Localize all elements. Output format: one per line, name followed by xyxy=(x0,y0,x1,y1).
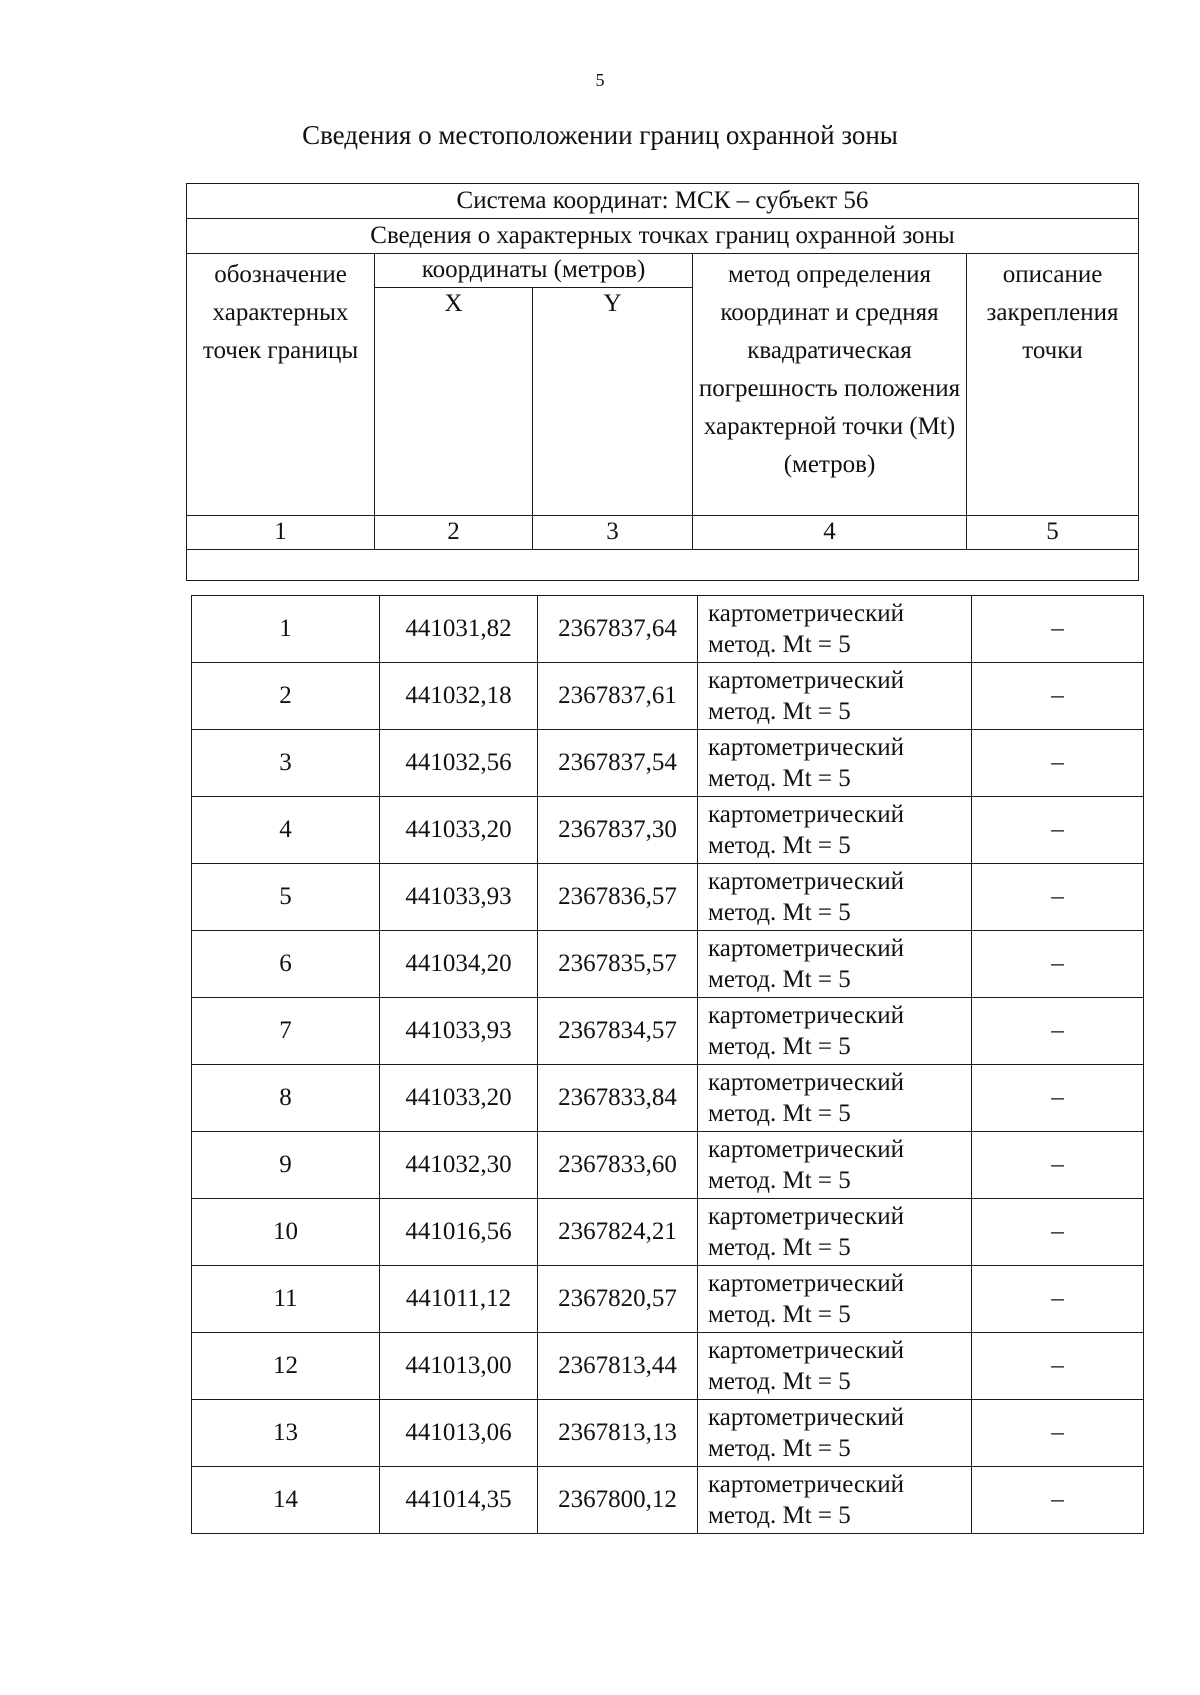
point-number-cell: 9 xyxy=(192,1132,380,1199)
fixing-description-cell: – xyxy=(972,663,1144,730)
x-coordinate-cell: 441033,93 xyxy=(380,998,538,1065)
method-cell xyxy=(698,596,972,663)
fixing-description-cell: – xyxy=(972,1467,1144,1534)
method-cell xyxy=(698,1266,972,1333)
point-number-cell: 7 xyxy=(192,998,380,1065)
point-number-cell: 2 xyxy=(192,663,380,730)
boundary-points-table-header xyxy=(186,183,1139,581)
x-coordinate-cell: 441034,20 xyxy=(380,931,538,998)
method-line-2: метод. Mt = 5 xyxy=(708,765,851,792)
page-title: Сведения о местоположении границ охранной зоны xyxy=(302,120,898,150)
method-cell xyxy=(698,1467,972,1534)
boundary-points-table xyxy=(191,595,1144,1534)
method-line-2: метод. Mt = 5 xyxy=(708,1167,851,1194)
fixing-description-cell: – xyxy=(972,1333,1144,1400)
method-cell xyxy=(698,797,972,864)
fixing-description-cell: – xyxy=(972,1132,1144,1199)
x-coordinate-cell: 441016,56 xyxy=(380,1199,538,1266)
method-line-1: картометрический xyxy=(708,934,904,962)
table-row xyxy=(192,864,1144,931)
x-coordinate-cell: 441033,20 xyxy=(380,797,538,864)
x-coordinate-cell: 441031,82 xyxy=(380,596,538,663)
table-row xyxy=(192,1266,1144,1333)
method-line-2: метод. Mt = 5 xyxy=(708,698,851,725)
fixing-description-cell: – xyxy=(972,1266,1144,1333)
y-coordinate-cell: 2367800,12 xyxy=(538,1467,698,1534)
method-cell xyxy=(698,1333,972,1400)
method-cell xyxy=(698,864,972,931)
method-line-1: картометрический xyxy=(708,1269,904,1297)
method-line-2: метод. Mt = 5 xyxy=(708,1368,851,1395)
fixing-description-cell: – xyxy=(972,1065,1144,1132)
method-cell xyxy=(698,1132,972,1199)
point-number-cell: 6 xyxy=(192,931,380,998)
method-cell xyxy=(698,1199,972,1266)
coord-system-row: Система координат: МСК – субъект 56 xyxy=(187,184,1139,219)
y-coordinate-cell: 2367837,30 xyxy=(538,797,698,864)
column-number: 1 xyxy=(187,516,375,550)
method-line-1: картометрический xyxy=(708,1001,904,1029)
column-number: 4 xyxy=(693,516,967,550)
method-line-1: картометрический xyxy=(708,1403,904,1431)
x-coordinate-cell: 441033,20 xyxy=(380,1065,538,1132)
section-title-row: Сведения о характерных точках границ охранной зоны xyxy=(187,219,1139,254)
x-coordinate-cell: 441033,93 xyxy=(380,864,538,931)
method-cell xyxy=(698,998,972,1065)
method-line-2: метод. Mt = 5 xyxy=(708,1435,851,1462)
x-coordinate-cell: 441014,35 xyxy=(380,1467,538,1534)
y-coordinate-cell: 2367833,84 xyxy=(538,1065,698,1132)
y-coordinate-cell: 2367824,21 xyxy=(538,1199,698,1266)
point-number-cell: 11 xyxy=(192,1266,380,1333)
method-line-2: метод. Mt = 5 xyxy=(708,1301,851,1328)
method-cell xyxy=(698,1065,972,1132)
method-line-1: картометрический xyxy=(708,733,904,761)
header-fixing-description: описание закрепления точки xyxy=(967,254,1139,516)
method-cell xyxy=(698,1400,972,1467)
x-coordinate-cell: 441032,56 xyxy=(380,730,538,797)
method-line-1: картометрический xyxy=(708,1336,904,1364)
table-row xyxy=(192,596,1144,663)
column-numbers-row xyxy=(187,516,1139,550)
method-line-2: метод. Mt = 5 xyxy=(708,631,851,658)
fixing-description-cell: – xyxy=(972,596,1144,663)
table-row xyxy=(192,998,1144,1065)
x-coordinate-cell: 441032,18 xyxy=(380,663,538,730)
table-row xyxy=(192,663,1144,730)
method-cell xyxy=(698,730,972,797)
y-coordinate-cell: 2367833,60 xyxy=(538,1132,698,1199)
fixing-description-cell: – xyxy=(972,730,1144,797)
x-coordinate-cell: 441011,12 xyxy=(380,1266,538,1333)
point-number-cell: 10 xyxy=(192,1199,380,1266)
method-line-2: метод. Mt = 5 xyxy=(708,832,851,859)
table-row xyxy=(192,1467,1144,1534)
y-coordinate-cell: 2367837,64 xyxy=(538,596,698,663)
point-number-cell: 5 xyxy=(192,864,380,931)
header-coordinates: координаты (метров) xyxy=(375,254,693,288)
method-line-1: картометрический xyxy=(708,1068,904,1096)
header-method: метод определения координат и средняя квадратическая погрешность положения характерной точки (Mt) (метров) xyxy=(693,254,967,516)
column-number: 5 xyxy=(967,516,1139,550)
fixing-description-cell: – xyxy=(972,864,1144,931)
point-number-cell: 12 xyxy=(192,1333,380,1400)
column-number: 3 xyxy=(533,516,693,550)
column-number: 2 xyxy=(375,516,533,550)
blank-row xyxy=(187,550,1139,581)
point-number-cell: 4 xyxy=(192,797,380,864)
header-x: X xyxy=(375,288,533,516)
header-point-designation: обозначение характерных точек границы xyxy=(187,254,375,516)
method-line-1: картометрический xyxy=(708,867,904,895)
method-line-2: метод. Mt = 5 xyxy=(708,1033,851,1060)
method-line-2: метод. Mt = 5 xyxy=(708,1100,851,1127)
point-number-cell: 13 xyxy=(192,1400,380,1467)
fixing-description-cell: – xyxy=(972,998,1144,1065)
table-row xyxy=(192,797,1144,864)
y-coordinate-cell: 2367813,13 xyxy=(538,1400,698,1467)
table-row xyxy=(192,1199,1144,1266)
point-number-cell: 3 xyxy=(192,730,380,797)
point-number-cell: 1 xyxy=(192,596,380,663)
method-line-2: метод. Mt = 5 xyxy=(708,1234,851,1261)
method-line-1: картометрический xyxy=(708,599,904,627)
y-coordinate-cell: 2367820,57 xyxy=(538,1266,698,1333)
table-row xyxy=(192,1132,1144,1199)
y-coordinate-cell: 2367813,44 xyxy=(538,1333,698,1400)
point-number-cell: 8 xyxy=(192,1065,380,1132)
method-line-1: картометрический xyxy=(708,1202,904,1230)
y-coordinate-cell: 2367837,54 xyxy=(538,730,698,797)
fixing-description-cell: – xyxy=(972,1400,1144,1467)
method-line-1: картометрический xyxy=(708,1135,904,1163)
x-coordinate-cell: 441013,00 xyxy=(380,1333,538,1400)
y-coordinate-cell: 2367837,61 xyxy=(538,663,698,730)
table-row xyxy=(192,1065,1144,1132)
method-line-2: метод. Mt = 5 xyxy=(708,966,851,993)
fixing-description-cell: – xyxy=(972,931,1144,998)
x-coordinate-cell: 441013,06 xyxy=(380,1400,538,1467)
method-cell xyxy=(698,663,972,730)
method-line-1: картометрический xyxy=(708,800,904,828)
x-coordinate-cell: 441032,30 xyxy=(380,1132,538,1199)
table-row xyxy=(192,931,1144,998)
table-row xyxy=(192,1400,1144,1467)
method-line-1: картометрический xyxy=(708,666,904,694)
method-line-2: метод. Mt = 5 xyxy=(708,899,851,926)
y-coordinate-cell: 2367835,57 xyxy=(538,931,698,998)
table-row xyxy=(192,1333,1144,1400)
method-line-1: картометрический xyxy=(708,1470,904,1498)
method-line-2: метод. Mt = 5 xyxy=(708,1502,851,1529)
point-number-cell: 14 xyxy=(192,1467,380,1534)
page-number: 5 xyxy=(595,70,605,90)
method-cell xyxy=(698,931,972,998)
fixing-description-cell: – xyxy=(972,1199,1144,1266)
table-row xyxy=(192,730,1144,797)
fixing-description-cell: – xyxy=(972,797,1144,864)
y-coordinate-cell: 2367834,57 xyxy=(538,998,698,1065)
header-y: Y xyxy=(533,288,693,516)
y-coordinate-cell: 2367836,57 xyxy=(538,864,698,931)
